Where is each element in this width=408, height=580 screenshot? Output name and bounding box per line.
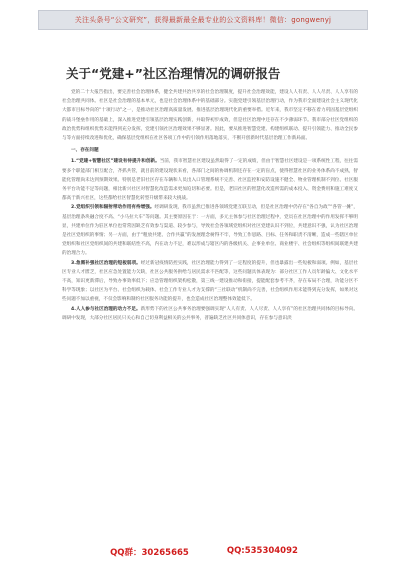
item-paragraph-4 bbox=[62, 305, 358, 323]
item-paragraph-3 bbox=[62, 259, 358, 305]
qq-group-text: QQ群：30265665 bbox=[110, 548, 189, 558]
item-heading: 3.急需补强社区治理的短板弱项。 bbox=[71, 260, 141, 266]
item-text: 经过新冠疫情防控实践，社区治理能力得到了一定程度的提升，但也暴露出一些短板和弱项。例如，基层社区专业人才匮乏，社区应急处置能力欠缺，社区公共服务供给与居民需求不匹配等，这些问题具体表现为：部分社区工作人员年龄偏大、文化水平不高，知识更新滞后，导致办事效率低下；应急管理组织架构松散，第三线一建设推动和衔接，提能配套参考不齐，存在布局不合理，功能分区不科学等现象；以社区为平台、社会组织为载体、社会工作专业人才为支撑的“三社联动”机制尚不完善，社会组织作用未能得到充分发挥，如果对这些问题不加以重视，不仅会影响和制约社区服务功能的提升，也会造成社区治理整体效能低下。 bbox=[62, 260, 358, 303]
promo-banner: 关注头条号“公文研究”，获得最新最全最专业的公文资料库！微信：gongwenyj bbox=[38, 10, 368, 30]
section-heading: 一、存在问题 bbox=[71, 148, 99, 154]
item-paragraph-1 bbox=[62, 157, 358, 203]
item-text: 新形势下的社区公共事务治理要强调实现“人人有责、人人尽责、人人享有”的社区治理共同体的目标导向。调研中发现，大部分社区居民只关心和自己切身利益相关的公共事务，普遍缺乏社区共同体意识，存在参与意识淡 bbox=[62, 306, 358, 321]
document-body bbox=[62, 88, 358, 323]
intro-paragraph: 党的二十大报告指出，要完善社会治理体系，健全共建共治共享的社会治理制度，提升社会治理效能，建设人人有责、人人尽责、人人享有的社会治理共同体。社区是社会治理的基本单元，也是社会治理体系中的基础部分。实施党建引领基层治理行动，作为我市全面建设社会主义现代化大都市目标导向的“十项行动”之一，是推动社区治理高质量发展、推进基层治理现代化的重要举措。近年来，我市坚定不移在着力巩固基层党组织的战斗堡垒作用的基础上，深入推进党建引领基层治理实践创新，并取得初步成效，但是社区治理中还存在不少薄弱环节。我市部分社区党组织的政治优势和组织优势未能得到充分发挥，党建引领社区治理效果不够显著。因此，要从推进智慧党建、构建组织联动、提升引领能力、推动全民参与等方面持续改进和优化，确保基层党组织在社区各项工作中的引领作用落地落实，不断开创新时代基层治理工作新局面。 bbox=[62, 90, 358, 142]
item-text: 当前，我市智慧社区建设虽然取得了一定的成绩，但由于智慧社区建设是一项系统性工程，往往需要多个职能部门相互配合，齐抓共管，就目前的建设现状来看，各部门之间的协调机制还存在一定的盲点，使得智慧社区的业务体系尚不成熟，智能化管理尚未达到预期效果。特别是老旧社区存在车辆和人员出入口管理系统不完善、社区监控和安防设施不健全、物业管理机制不到位、社区服务平台功能不足等问题，相比新兴社区对智慧化改造需求更加迫切和必要。但是，老旧社区的智慧化改造所需的成本投入、资金费用和施工难度又都高于新兴社区，这些都给社区智慧化转型升级带来较大挑战。 bbox=[62, 159, 358, 202]
page-title: 关于“党建+”社区治理情况的调研报告 bbox=[66, 66, 281, 81]
item-text: 经调研发现，我市虽然已推进各领域党建互联互动，但是社区治理中仍存在“各自为政”“各管一摊”，基层治理条块融合度不高、“小马拉大车”等问题。其主要原因在于：一方面，多元主体参与社区治理过程中，党员在社区治理中的作用发挥不够明显，共建单位作为驻区单位也常常因缺乏有效参与渠道、较少参与，导致社会各领域党组织对社区党建认识不到位，共建意识不强，认为社区治理是社区党组织的事情；另一方面，由于“粗放共建、合作共赢”的发展理念树得不牢，导致工作思路、目标、任务和职责不清晰，造成一些辖区单位党组织和社区党组织间的共建和联结性不高，内在动力不足，难以形成与辖区内的各级机关、企事业单位、商业楼宇、社会组织等组织间联建共建的治理合力。 bbox=[62, 205, 358, 257]
qq-text: QQ:535304092 bbox=[226, 546, 298, 556]
footer-contact bbox=[0, 546, 408, 560]
item-heading: 2.党组织引领和辐射带动作用有待增强。 bbox=[71, 205, 155, 211]
item-heading: 1.“党建+智慧社区”建设有待提升和创新。 bbox=[71, 159, 160, 165]
item-paragraph-2 bbox=[62, 203, 358, 258]
item-heading: 4.人人参与社区治理的动力不足。 bbox=[71, 306, 141, 312]
